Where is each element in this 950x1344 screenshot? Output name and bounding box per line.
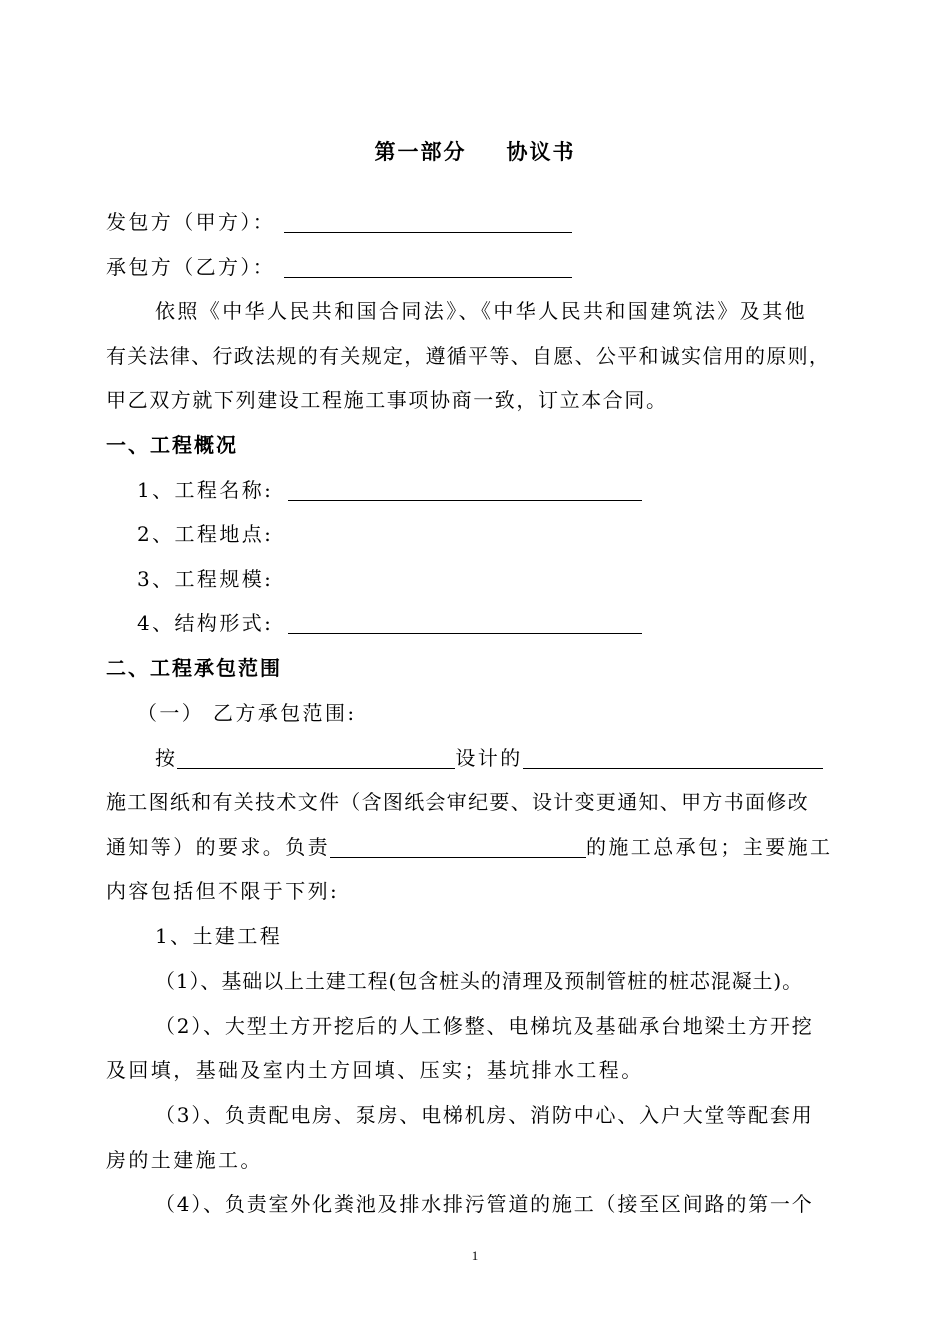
intro-line-3: 甲乙双方就下列建设工程施工事项协商一致，订立本合同。 [106,388,668,412]
scope-mid: 设计的 [455,746,523,770]
project-name-blank[interactable] [288,480,642,501]
scope-line-3-a: 通知等）的要求。负责 [106,835,330,859]
civil-item-3-a: （3）、负责配电房、泵房、电梯机房、消防中心、入户大堂等配套用 [155,1103,814,1127]
civil-title: 1、土建工程 [155,924,283,948]
scope-prefix: 按 [155,746,178,770]
contractor-blank[interactable] [284,257,572,278]
contractor-scope-subheading: （一） 乙方承包范围: [137,701,357,725]
title-name: 协议书 [506,140,576,164]
civil-item-4-a: （4）、负责室外化粪池及排水排污管道的施工（接至区间路的第一个 [155,1192,814,1216]
employer-blank[interactable] [284,212,572,233]
contractor-label: 承包方（乙方）： [106,255,276,279]
intro-line-1: 依照《中华人民共和国合同法》、《中华人民共和国建筑法》及其他 [155,299,807,323]
intro-line-2: 有关法律、行政法规的有关规定，遵循平等、自愿、公平和诚实信用的原则， [106,344,831,368]
contractor-line [106,253,572,281]
page-title [0,136,950,166]
design-unit-blank[interactable] [177,748,455,769]
civil-item-2-a: （2）、大型土方开挖后的人工修整、电梯坑及基础承台地梁土方开挖 [155,1014,814,1038]
scope-line-1 [155,744,823,772]
design-item-blank[interactable] [523,748,823,769]
project-name-line [137,476,642,504]
structure-blank[interactable] [288,613,642,634]
civil-item-2-b: 及回填，基础及室内土方回填、压实；基坑排水工程。 [106,1058,644,1082]
structure-label: 4、结构形式: [137,611,274,635]
civil-item-3-b: 房的土建施工。 [106,1148,263,1172]
scope-line-4: 内容包括但不限于下列: [106,879,340,903]
project-name-label: 1、工程名称: [137,478,274,502]
employer-line [106,208,572,236]
scope-line-3-b: 的施工总承包；主要施工 [586,835,833,859]
page-number: 1 [471,1248,479,1263]
employer-label: 发包方（甲方）： [106,210,276,234]
title-part: 第一部分 [374,140,467,164]
section2-heading: 二、工程承包范围 [106,656,282,680]
structure-line [137,609,642,637]
scope-line-3 [106,833,832,861]
civil-item-1: （1）、基础以上土建工程(包含桩头的清理及预制管桩的桩芯混凝土)。 [155,969,804,993]
project-scale-label: 3、工程规模: [137,567,274,591]
scope-line-2: 施工图纸和有关技术文件（含图纸会审纪要、设计变更通知、甲方书面修改 [106,790,809,814]
section1-heading: 一、工程概况 [106,433,238,457]
general-contract-blank[interactable] [330,837,586,858]
project-location-label: 2、工程地点: [137,522,274,546]
